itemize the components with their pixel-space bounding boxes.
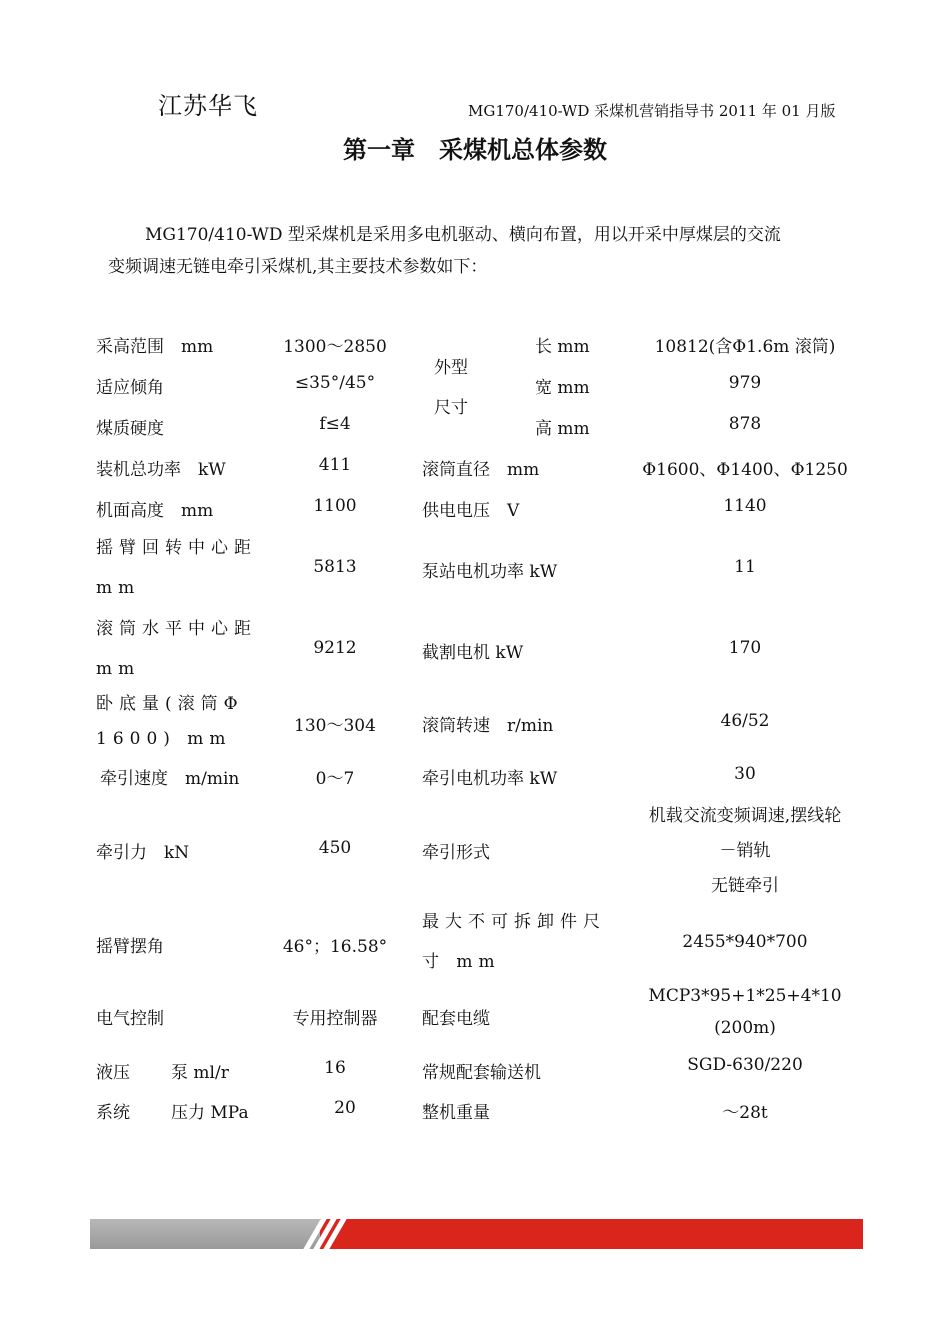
cable-line-2: (200m)	[714, 1018, 776, 1038]
haul-speed-label: 牵引速度 m/min	[100, 769, 240, 789]
document-header-title: MG170/410-WD 采煤机营销指导书 2011 年 01 月版	[468, 102, 836, 120]
body-height-label: 机面高度 mm	[96, 501, 214, 521]
drum-speed-label: 滚筒转速 r/min	[422, 716, 554, 736]
supply-voltage-label: 供电电压 V	[422, 501, 520, 521]
height-label: 高 mm	[535, 419, 590, 439]
drum-diameter-value: Φ1600、Φ1400、Φ1250	[642, 460, 848, 480]
dip-angle-value: ≤35°/45°	[294, 373, 376, 393]
intro-line-2: 变频调速无链电牵引采煤机,其主要技术参数如下：	[108, 257, 488, 277]
coal-hardness-value: f≤4	[319, 414, 351, 434]
arm-pivot-value: 5813	[313, 557, 357, 577]
cable-line-1: MCP3*95+1*25+4*10	[648, 986, 842, 1006]
total-weight-label: 整机重量	[422, 1103, 490, 1123]
undercut-label: 卧底量(滚筒Φ 1600) mm	[96, 694, 244, 749]
drum-diameter-label: 滚筒直径 mm	[422, 460, 540, 480]
haul-motor-label: 牵引电机功率 kW	[422, 769, 558, 789]
cutting-height-label: 采高范围 mm	[96, 337, 214, 357]
haul-speed-value: 0～7	[315, 769, 355, 789]
cutting-motor-value: 170	[728, 638, 762, 658]
pump-displacement-value: 16	[324, 1058, 346, 1078]
undercut-value: 130～304	[294, 716, 376, 736]
electric-control-value: 专用控制器	[292, 1009, 378, 1029]
max-part-value: 2455*940*700	[682, 932, 808, 952]
haul-type-line-3: 无链牵引	[711, 876, 779, 896]
chapter-title: 第一章 采煤机总体参数	[343, 136, 607, 164]
pump-displacement-label: 泵 ml/r	[171, 1063, 229, 1083]
cutting-motor-label: 截割电机 kW	[422, 643, 524, 663]
pressure-label: 压力 MPa	[171, 1103, 249, 1123]
length-label: 长 mm	[535, 337, 590, 357]
outline-label-top: 外型	[434, 358, 468, 378]
coal-hardness-label: 煤质硬度	[96, 419, 164, 439]
haul-type-label: 牵引形式	[422, 843, 490, 863]
intro-paragraph	[108, 219, 853, 283]
haul-type-line-1: 机载交流变频调速,摆线轮	[648, 806, 842, 826]
body-height-value: 1100	[313, 496, 357, 516]
pump-power-value: 11	[734, 557, 756, 577]
footer-bar	[90, 1219, 863, 1249]
company-name: 江苏华飞	[158, 92, 258, 120]
conveyor-label: 常规配套输送机	[422, 1063, 541, 1083]
width-value: 979	[728, 373, 762, 393]
drum-speed-value: 46/52	[720, 711, 770, 731]
dip-angle-label: 适应倾角	[96, 378, 164, 398]
cable-label: 配套电缆	[422, 1009, 490, 1029]
arm-swing-label: 摇臂摆角	[96, 937, 164, 957]
arm-pivot-label: 摇臂回转中心距 mm	[96, 538, 257, 598]
cutting-height-value: 1300～2850	[283, 337, 387, 357]
intro-line-1: MG170/410-WD 型采煤机是采用多电机驱动、横向布置，用以开采中厚煤层的交流	[145, 225, 781, 245]
total-weight-value: ～28t	[722, 1103, 768, 1123]
total-power-label: 装机总功率 kW	[96, 460, 226, 480]
width-label: 宽 mm	[535, 378, 590, 398]
haul-force-label: 牵引力 kN	[96, 843, 190, 863]
electric-control-label: 电气控制	[96, 1009, 164, 1029]
drum-center-label: 滚筒水平中心距 mm	[96, 619, 257, 679]
hydraulic-label-bottom: 系统	[96, 1103, 130, 1123]
footer-bar-gray	[90, 1219, 320, 1249]
haul-type-line-2: －销轨	[719, 841, 771, 861]
pressure-value: 20	[334, 1098, 356, 1118]
haul-force-value: 450	[318, 838, 352, 858]
arm-swing-value: 46°；16.58°	[282, 937, 388, 957]
length-value: 10812(含Φ1.6m 滚筒)	[654, 337, 836, 357]
pump-power-label: 泵站电机功率 kW	[422, 562, 558, 582]
footer-bar-red	[320, 1219, 863, 1249]
hydraulic-label-top: 液压	[96, 1063, 130, 1083]
drum-center-value: 9212	[313, 638, 357, 658]
total-power-value: 411	[318, 455, 352, 475]
conveyor-value: SGD-630/220	[687, 1055, 803, 1075]
haul-motor-value: 30	[734, 764, 756, 784]
max-part-label: 最大不可拆卸件尺寸 mm	[422, 912, 606, 972]
height-value: 878	[728, 414, 762, 434]
supply-voltage-value: 1140	[723, 496, 767, 516]
outline-label-bottom: 尺寸	[434, 398, 468, 418]
